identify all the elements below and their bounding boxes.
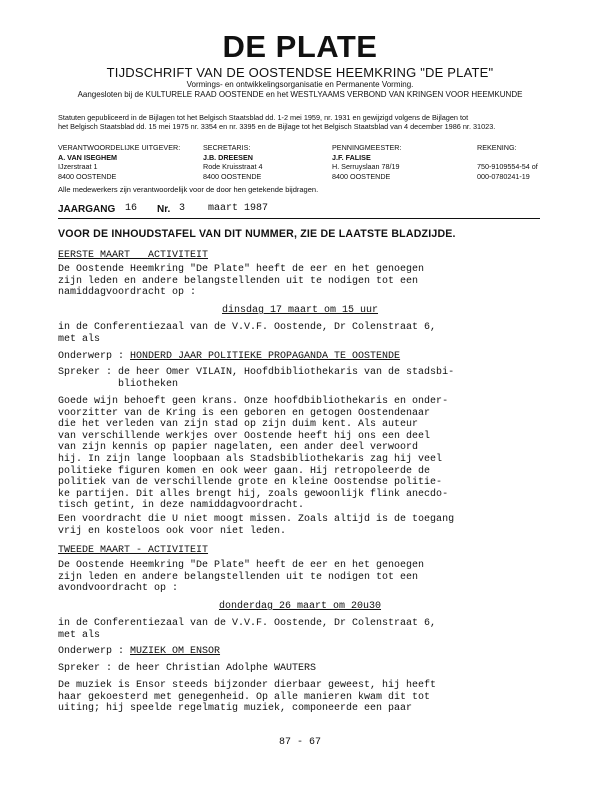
activity-2-speaker: Spreker : de heer Christian Adolphe WAUTERS [58, 663, 317, 674]
contact-account [477, 143, 538, 181]
jaargang-label: JAARGANG [58, 204, 116, 215]
contact-role: PENNINGMEESTER: [332, 143, 402, 152]
activity-2-subject-line [58, 646, 220, 658]
activity-1-closing: Een voordracht die U niet moogt missen. Zoals altijd is de toegang vrij en kosteloos ook voor niet leden. [58, 514, 455, 537]
activity-1-when: dinsdag 17 maart om 15 uur [221, 305, 379, 316]
contact-role: VERANTWOORDELIJKE UITGEVER: [58, 143, 181, 152]
responsibility-note: Alle medewerkers zijn verantwoordelijk voor de door hen getekende bijdragen. [58, 185, 319, 194]
issue-number-value: 3 [179, 203, 186, 214]
contact-address: H. Serruyslaan 78/19 [332, 162, 400, 172]
contacts-block [58, 143, 558, 189]
activity-2-body: De muziek is Ensor steeds bijzonder dierbaar geweest, hij heeft haar gekoesterd met genegenheid. Op alle manieren kwam dit tot uiting; hij speelde regelmatig muziek, componeerde een paar [58, 680, 437, 715]
statutes-line-1: Statuten gepubliceerd in de Bijlagen tot het Belgisch Staatsblad dd. 1-2 mei 1959, nr. 1931 en gewijzigd volgens de Bijlagen tot [58, 113, 469, 122]
contact-address: Rode Kruisstraat 4 [203, 162, 263, 172]
contact-city: 8400 OOSTENDE [58, 171, 117, 181]
issue-line [58, 204, 540, 218]
subject-label: Onderwerp : [58, 351, 131, 362]
activity-1-where: in de Conferentiezaal van de V.V.F. Oostende, Dr Colenstraat 6, met als [58, 322, 437, 345]
masthead [0, 30, 600, 100]
account-number-1: 750-9109554-54 of [477, 162, 538, 172]
divider [58, 218, 540, 219]
publication-subtitle: TIJDSCHRIFT VAN DE OOSTENDSE HEEMKRING "DE PLATE" [106, 65, 494, 80]
contact-name: A. VAN ISEGHEM [58, 152, 117, 162]
issue-number-label: Nr. [157, 204, 171, 215]
toc-notice: VOOR DE INHOUDSTAFEL VAN DIT NUMMER, ZIE DE LAATSTE BLADZIJDE. [58, 228, 456, 240]
activity-1-subject: HONDERD JAAR POLITIEKE PROPAGANDA TE OOSTENDE [130, 351, 401, 362]
activity-2-when: donderdag 26 maart om 20u30 [218, 601, 382, 612]
contact-name: J.B. DREESEN [203, 152, 253, 162]
activity-1-body: Goede wijn behoeft geen krans. Onze hoofdbibliothekaris en onder- voorzitter van de Kring is een geboren en getogen Oostendenaar die het verleden van zijn stad op zijn duim kent. Als auteur van verschillende werkjes over Oostende heeft hij ons een deel van zijn kennis op papier nagelaten, een ander deel verwoord hij. In zijn lange loopbaan als Stadsbibliothekaris zag hij veel politieke figuren komen en ook weer gaan. Hij retropoleerde de politiek van de verschillende grote en kleine Oostendse politie- ke partijen. Dit alles brengt hij, zoals gewoonlijk flink anecdo- tisch getint, in deze namiddagvoordracht. [58, 396, 449, 512]
activity-2-intro: De Oostende Heemkring "De Plate" heeft de eer en het genoegen zijn leden en andere belangstellenden uit te nodigen tot een avondvoordracht op : [58, 560, 425, 595]
issue-date: maart 1987 [208, 203, 269, 214]
subject-label: Onderwerp : [58, 646, 131, 657]
contact-address: IJzerstraat 1 [58, 162, 98, 172]
activity-2-where: in de Conferentiezaal van de V.V.F. Oostende, Dr Colenstraat 6, met als [58, 618, 437, 641]
contact-publisher [58, 143, 180, 181]
publication-tagline: Vormings- en ontwikkelingsorganisatie en Permanente Vorming. [186, 80, 414, 89]
account-number-2: 000-0780241-19 [477, 171, 530, 181]
activity-1-heading: EERSTE MAART ACTIVITEIT [58, 250, 209, 261]
contact-role: SECRETARIS: [203, 143, 251, 152]
contact-treasurer [332, 143, 402, 181]
publication-title: DE PLATE [222, 29, 378, 64]
contact-city: 8400 OOSTENDE [332, 171, 391, 181]
affiliation-line: Aangesloten bij de KULTURELE RAAD OOSTENDE en het WESTLYAAMS VERBOND VAN KRINGEN VOOR HEEMKUNDE [77, 90, 523, 99]
contact-role: REKENING: [477, 143, 517, 152]
activity-2-subject: MUZIEK OM ENSOR [130, 646, 221, 657]
contact-secretary [203, 143, 263, 181]
contact-name: J.F. FALISE [332, 152, 371, 162]
activity-2-heading: TWEEDE MAART - ACTIVITEIT [58, 545, 209, 556]
activity-1-intro: De Oostende Heemkring "De Plate" heeft de eer en het genoegen zijn leden en andere belangstellenden uit te nodigen tot een namiddagvoordracht op : [58, 264, 425, 299]
activity-1-speaker: Spreker : de heer Omer VILAIN, Hoofdbibliothekaris van de stadsbi- bliotheken [58, 367, 455, 390]
contact-city: 8400 OOSTENDE [203, 171, 262, 181]
statutes-line-2: het Belgisch Staatsblad dd. 15 mei 1975 nr. 3354 en nr. 3395 en de Bijlage tot het Belgisch Staatsblad van 4 december 1986 nr. 31023. [58, 122, 496, 131]
jaargang-value: 16 [125, 203, 138, 214]
activity-1-subject-line [58, 351, 400, 363]
page-number: 87 - 67 [278, 737, 321, 748]
